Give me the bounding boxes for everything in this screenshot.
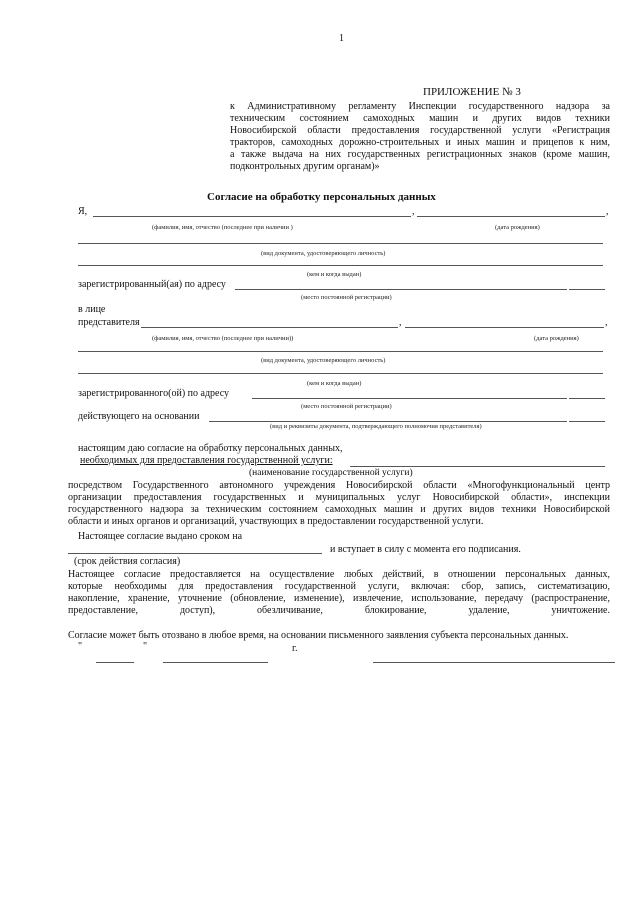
actions-paragraph-line: Настоящее согласие предоставляется на осуществление любых действий, в отношении персональных данных, [68,569,610,580]
quote-open: " [78,641,83,652]
month-field[interactable] [163,662,268,663]
quote-close: " [143,641,148,652]
year-suffix: г. [292,643,298,654]
appendix-line: а также выдача на них государственных регистрационных знаков (кроме машин, [230,149,610,160]
acting-basis-field-extra[interactable] [569,421,605,422]
caption-issued-by: (кем и когда выдан) [307,271,362,278]
appendix-heading: ПРИЛОЖЕНИЕ № 3 [423,86,521,98]
consent-line-1: настоящим даю согласие на обработку персональных данных, [78,443,343,454]
caption-representative-address: (место постоянной регистрации) [301,403,392,410]
comma: , [606,206,609,217]
birth-date-field[interactable] [417,216,605,217]
registered-label: зарегистрированный(ая) по адресу [78,279,226,290]
address-field-extra[interactable] [569,289,605,290]
appendix-line: к Административному регламенту Инспекции государственного надзора за [230,101,610,112]
document-title: Согласие на обработку персональных данных [207,191,436,203]
appendix-line: подконтрольных другим органам)» [230,161,380,172]
term-label: Настоящее согласие выдано сроком на [78,531,243,542]
caption-birth: (дата рождения) [495,224,540,231]
page-number: 1 [339,33,344,44]
mfc-paragraph-line: посредством Государственного автономного учреждения Новосибирской области «Многофункциональный центр [68,480,610,491]
i-label: Я, [78,206,88,217]
appendix-line: Новосибирской области предоставления государственной услуги «Регистрация [230,125,610,136]
caption-fio: (фамилия, имя, отчество (последнее при наличии ) [152,224,293,231]
comma: , [605,317,608,328]
caption-id-document: (вид документа, удостоверяющего личность) [261,250,386,257]
id-document-field[interactable] [78,243,603,244]
effective-text: и вступает в силу с момента его подписания. [330,544,521,555]
acting-basis-label: действующего на основании [78,411,200,422]
actions-paragraph-line: накопление, хранение, уточнение (обновление, изменение), извлечение, использование, передачу (распространение, [68,593,610,604]
mfc-paragraph-line: области и иных органов и организаций, участвующих в предоставлении государственной услуги. [68,516,484,527]
term-field[interactable] [68,553,322,554]
service-name-field[interactable] [350,466,605,467]
acting-basis-field[interactable] [209,421,567,422]
representative-id-document-field[interactable] [78,351,603,352]
caption-address: (место постоянной регистрации) [301,294,392,301]
representative-label: представителя [78,317,140,328]
mfc-paragraph-line: государственного надзора за техническим состоянием самоходных машин и других видов техники Новосибирской [68,504,610,515]
mfc-paragraph-line: организации предоставления государственных и муниципальных услуг Новосибирской области», инспекции [68,492,610,503]
caption-representative-birth: (дата рождения) [534,335,579,342]
representative-birth-field[interactable] [405,327,604,328]
day-field[interactable] [96,662,134,663]
comma: , [412,206,415,217]
appendix-line: техническим состоянием самоходных машин и других видов техники [230,113,610,124]
revoke-text: Согласие может быть отозвано в любое время, на основании письменного заявления субъекта персональных данных. [68,630,569,641]
actions-paragraph-line: предоставление, доступ), обезличивание, блокирование, удаление, уничтожение. [68,605,610,616]
address-field[interactable] [235,289,567,290]
representative-registered-label: зарегистрированного(ой) по адресу [78,388,230,399]
representative-issued-by-field[interactable] [78,373,603,374]
consent-line-2: необходимых для предоставления государственной услуги: [80,455,333,466]
caption-term: (срок действия согласия) [74,556,181,567]
caption-acting-basis: (вид и реквизиты документа, подтверждающего полномочия представителя) [270,423,482,430]
representative-address-field[interactable] [252,398,567,399]
appendix-line: тракторов, самоходных дорожно-строительных и иных машин и прицепов к ним, [230,137,610,148]
caption-representative-fio: (фамилия, имя, отчество (последнее при наличии)) [152,335,294,342]
issued-by-field[interactable] [78,265,603,266]
caption-representative-id-document: (вид документа, удостоверяющего личность) [261,357,386,364]
representative-address-field-extra[interactable] [569,398,605,399]
representative-fio-field[interactable] [141,327,398,328]
caption-service-name: (наименование государственной услуги) [249,468,413,478]
comma: , [399,317,402,328]
caption-representative-issued-by: (кем и когда выдан) [307,380,362,387]
actions-paragraph-line: которые необходимы для предоставления государственной услуги, включая: сбор, запись, систематизацию, [68,581,610,592]
in-person-label: в лице [78,304,106,315]
signature-field[interactable] [373,662,615,663]
fio-field[interactable] [93,216,411,217]
